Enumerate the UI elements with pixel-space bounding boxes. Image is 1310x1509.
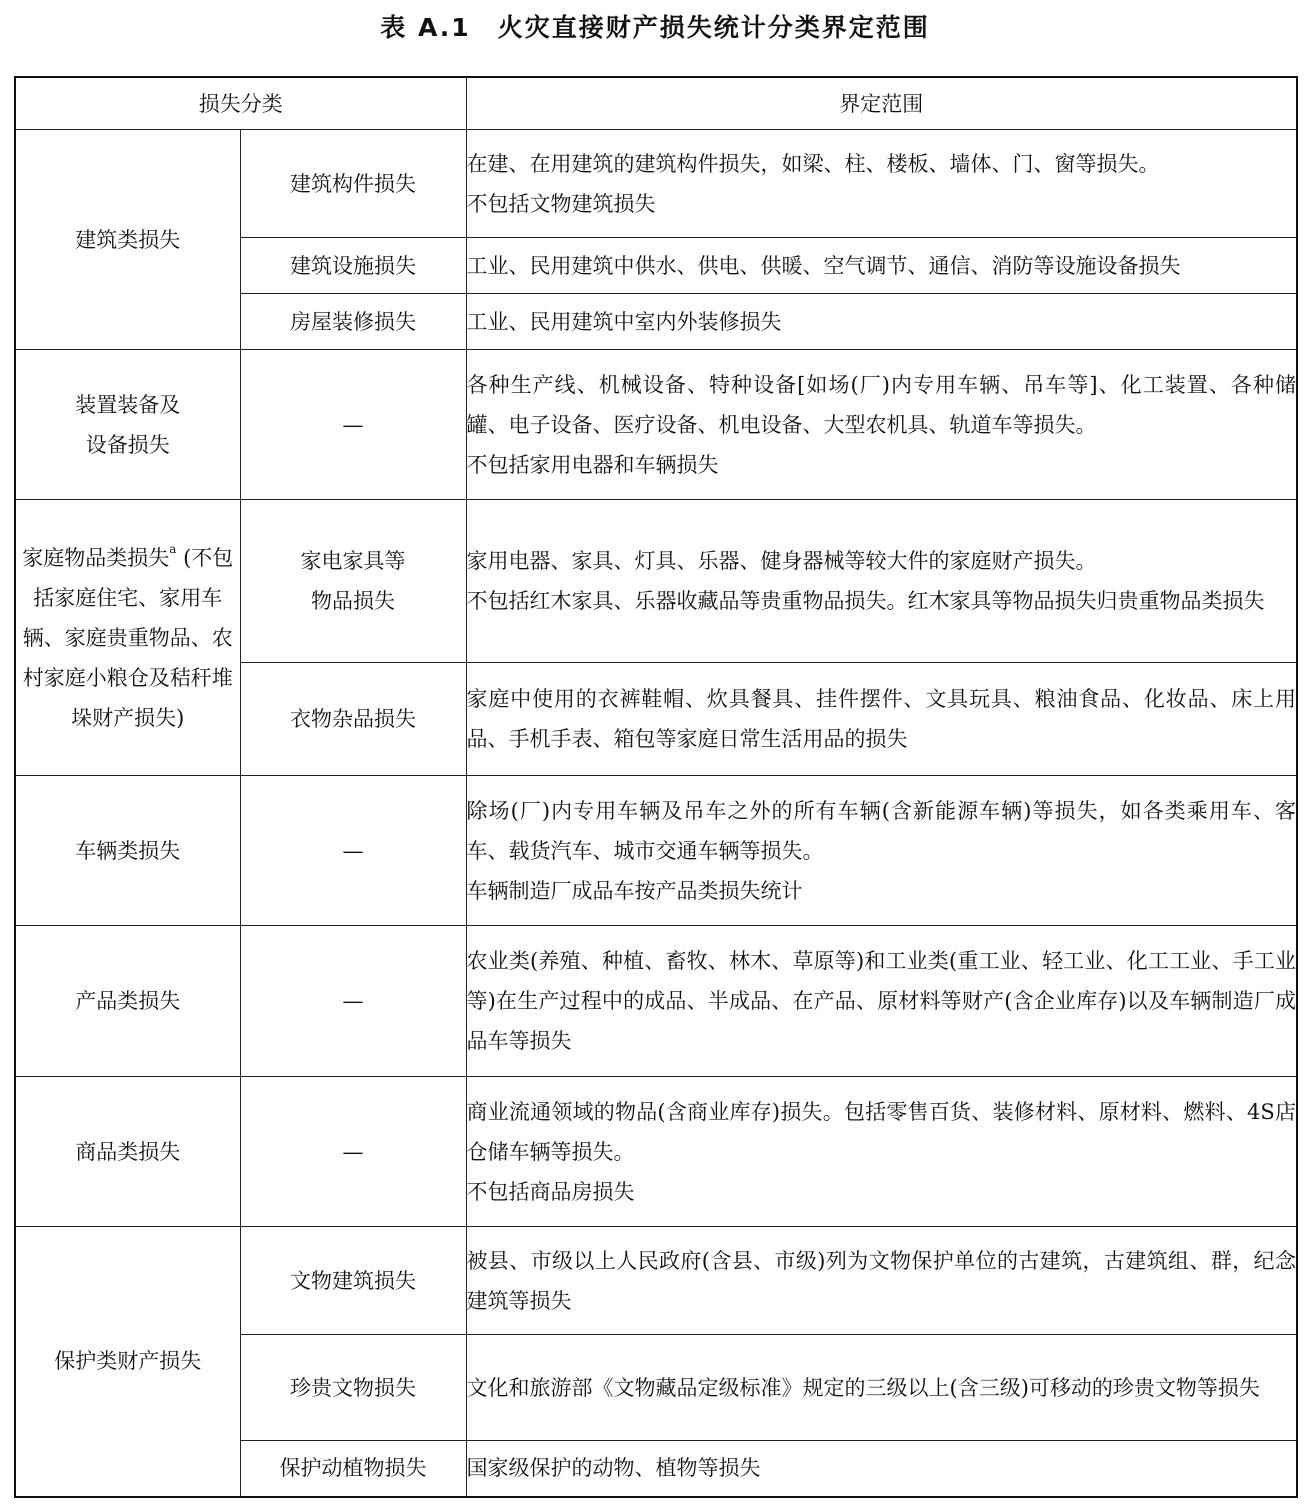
subcategory: 建筑构件损失 — [240, 130, 466, 238]
scope-line: 车辆制造厂成品车按产品类损失统计 — [466, 878, 803, 903]
table-row — [15, 776, 1297, 926]
category-building: 建筑类损失 — [15, 130, 240, 350]
table-row — [15, 926, 1297, 1077]
subcategory-line: 物品损失 — [311, 589, 395, 613]
loss-classification-table — [14, 76, 1298, 1498]
table-row — [15, 1077, 1297, 1227]
table-title: 表 A.1 火灾直接财产损失统计分类界定范围 — [380, 13, 930, 42]
table-header-row — [15, 77, 1297, 130]
scope-cell — [466, 350, 1297, 500]
category-product: 产品类损失 — [15, 926, 240, 1077]
header-scope: 界定范围 — [466, 77, 1297, 130]
category-main: 家庭物品类损失 — [22, 545, 170, 570]
subcategory-dash: — — [240, 926, 466, 1077]
subcategory: 衣物杂品损失 — [240, 663, 466, 776]
scope-cell — [466, 663, 1297, 776]
category-line: 设备损失 — [85, 432, 170, 457]
header-category: 损失分类 — [15, 77, 466, 130]
category-line: 装置装备及 — [75, 392, 181, 417]
category-household — [15, 500, 240, 776]
subcategory-dash: — — [240, 1077, 466, 1227]
scope-line: 农业类(养殖、种植、畜牧、林木、草原等)和工业类(重工业、轻工业、化工工业、手工业等)在生产过程中的成品、半成品、在产品、原材料等财产(含企业库存)以及车辆制造厂成品车等损失 — [466, 949, 1296, 1053]
category-note: (不包括家庭住宅、家用车辆、家庭贵重物品、农村家庭小粮仓及秸秆堆垛财产损失) — [22, 545, 234, 730]
subcategory-dash: — — [240, 776, 466, 926]
scope-line: 除场(厂)内专用车辆及吊车之外的所有车辆(含新能源车辆)等损失，如各类乘用车、客车、载货汽车、城市交通车辆等损失。 — [466, 798, 1296, 863]
subcategory: 珍贵文物损失 — [240, 1335, 466, 1441]
subcategory-line: 家电家具等 — [300, 549, 406, 573]
subcategory: 文物建筑损失 — [240, 1227, 466, 1335]
scope-cell — [466, 1227, 1297, 1335]
scope-line: 工业、民用建筑中供水、供电、供暖、空气调节、通信、消防等设施设备损失 — [466, 253, 1181, 278]
scope-line: 家用电器、家具、灯具、乐器、健身器械等较大件的家庭财产损失。 — [466, 549, 1097, 573]
table-row — [15, 1227, 1297, 1335]
scope-line: 不包括红木家具、乐器收藏品等贵重物品损失。红木家具等物品损失归贵重物品类损失 — [466, 589, 1265, 613]
scope-cell — [466, 1077, 1297, 1227]
scope-cell — [466, 776, 1297, 926]
subcategory-dash: — — [240, 350, 466, 500]
table-row — [15, 350, 1297, 500]
scope-cell — [466, 238, 1297, 294]
scope-line: 文化和旅游部《文物藏品定级标准》规定的三级以上(含三级)可移动的珍贵文物等损失 — [466, 1375, 1260, 1400]
scope-cell — [466, 294, 1297, 350]
scope-cell — [466, 130, 1297, 238]
scope-cell — [466, 926, 1297, 1077]
scope-cell — [466, 500, 1297, 663]
scope-line: 工业、民用建筑中室内外装修损失 — [466, 309, 782, 334]
scope-cell — [466, 1441, 1297, 1497]
table-row — [15, 130, 1297, 238]
category-goods: 商品类损失 — [15, 1077, 240, 1227]
footnote-mark: a — [169, 541, 177, 556]
scope-line: 不包括商品房损失 — [466, 1179, 635, 1204]
subcategory: 房屋装修损失 — [240, 294, 466, 350]
scope-line: 商业流通领域的物品(含商业库存)损失。包括零售百货、装修材料、原材料、燃料、4S店仓储车辆等损失。 — [466, 1099, 1296, 1164]
subcategory — [240, 500, 466, 663]
scope-cell — [466, 1335, 1297, 1441]
subcategory: 建筑设施损失 — [240, 238, 466, 294]
subcategory: 保护动植物损失 — [240, 1441, 466, 1497]
scope-line: 不包括家用电器和车辆损失 — [466, 452, 719, 477]
table-row — [15, 500, 1297, 663]
category-equipment — [15, 350, 240, 500]
scope-line: 在建、在用建筑的建筑构件损失，如梁、柱、楼板、墙体、门、窗等损失。 — [466, 151, 1160, 176]
scope-line: 家庭中使用的衣裤鞋帽、炊具餐具、挂件摆件、文具玩具、粮油食品、化妆品、床上用品、手机手表、箱包等家庭日常生活用品的损失 — [466, 687, 1296, 751]
category-vehicle: 车辆类损失 — [15, 776, 240, 926]
scope-line: 各种生产线、机械设备、特种设备[如场(厂)内专用车辆、吊车等]、化工装置、各种储罐、电子设备、医疗设备、机电设备、大型农机具、轨道车等损失。 — [466, 372, 1296, 437]
scope-line: 被县、市级以上人民政府(含县、市级)列为文物保护单位的古建筑，古建筑组、群，纪念建筑等损失 — [466, 1248, 1296, 1313]
scope-line: 不包括文物建筑损失 — [466, 191, 656, 216]
scope-line: 国家级保护的动物、植物等损失 — [466, 1456, 761, 1481]
category-protected: 保护类财产损失 — [15, 1227, 240, 1497]
